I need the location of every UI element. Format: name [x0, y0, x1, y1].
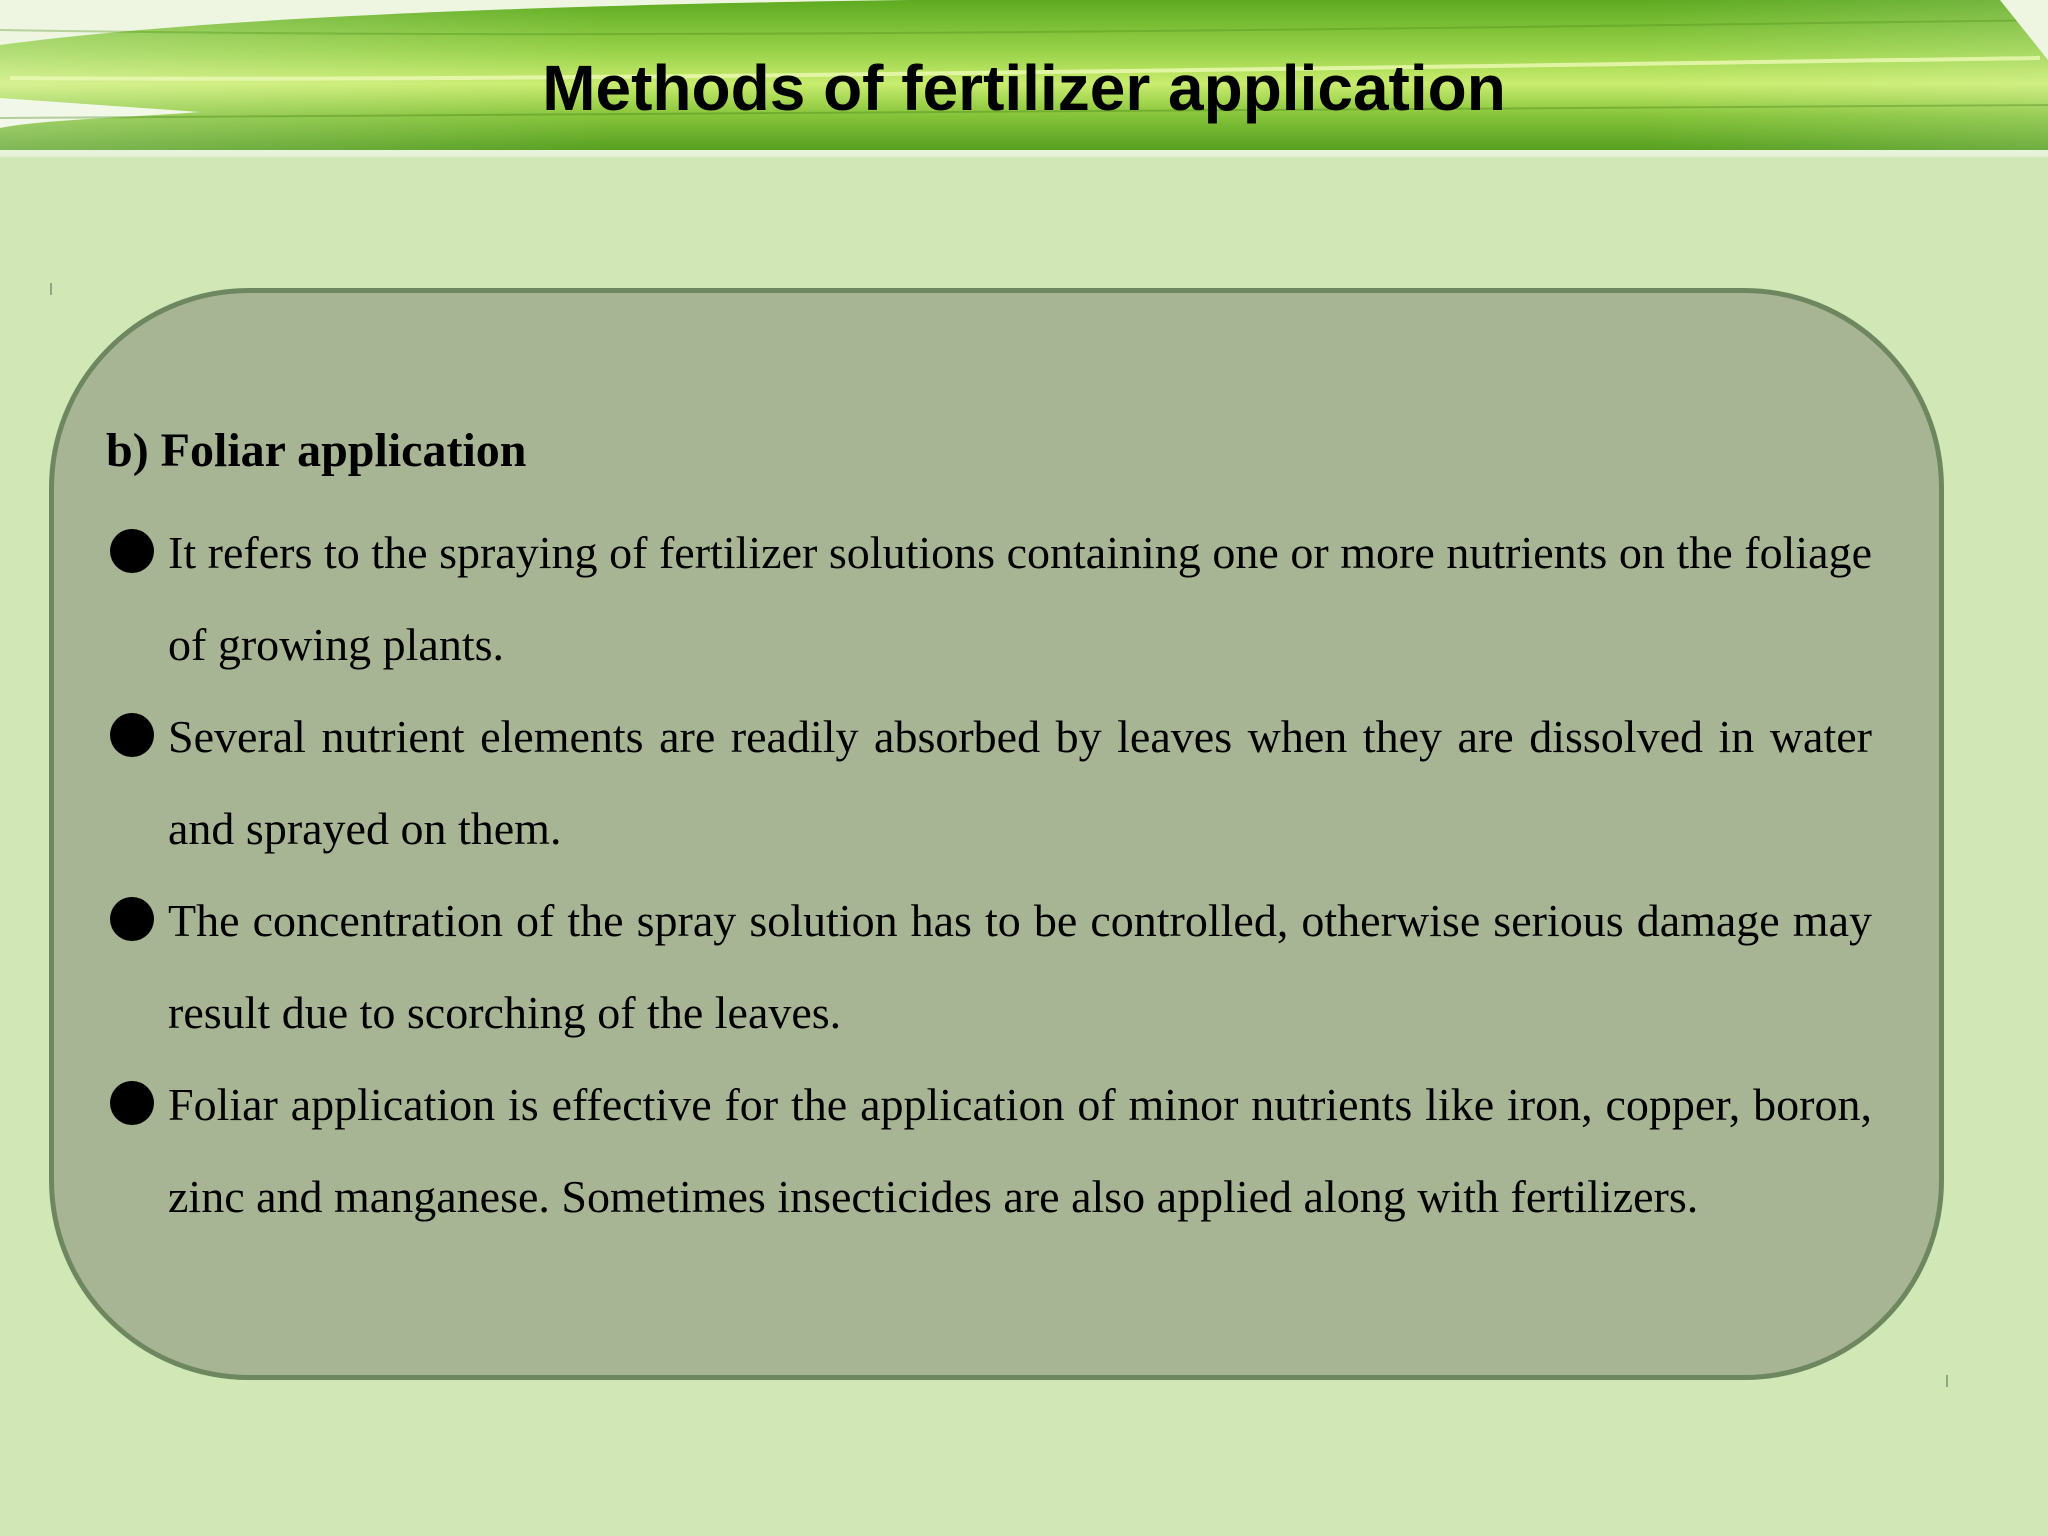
decorative-tick — [1946, 1375, 1948, 1387]
decorative-tick — [50, 283, 52, 295]
bullet-icon — [110, 1081, 154, 1125]
bullet-item — [106, 507, 1872, 691]
bullet-item — [106, 1059, 1872, 1243]
section-heading: b) Foliar application — [106, 424, 527, 477]
bullet-text: Several nutrient elements are readily absorbed by leaves when they are dissolved in water and sprayed on them. — [168, 711, 1872, 854]
bullet-item — [106, 875, 1872, 1059]
bullet-text: It refers to the spraying of fertilizer solutions containing one or more nutrients on the foliage of growing plants. — [168, 527, 1872, 670]
bullet-text: Foliar application is effective for the application of minor nutrients like iron, copper, boron, zinc and manganese. Sometimes insecticides are also applied along with fertilizers. — [168, 1079, 1872, 1222]
bullet-icon — [110, 713, 154, 757]
bullet-icon — [110, 897, 154, 941]
bullet-text: The concentration of the spray solution has to be controlled, otherwise serious damage may result due to scorching of the leaves. — [168, 895, 1872, 1038]
slide-title: Methods of fertilizer application — [542, 52, 1506, 124]
leaf-banner — [0, 0, 2048, 157]
bullet-icon — [110, 529, 154, 573]
bullet-item — [106, 691, 1872, 875]
content-area — [106, 415, 1872, 1243]
